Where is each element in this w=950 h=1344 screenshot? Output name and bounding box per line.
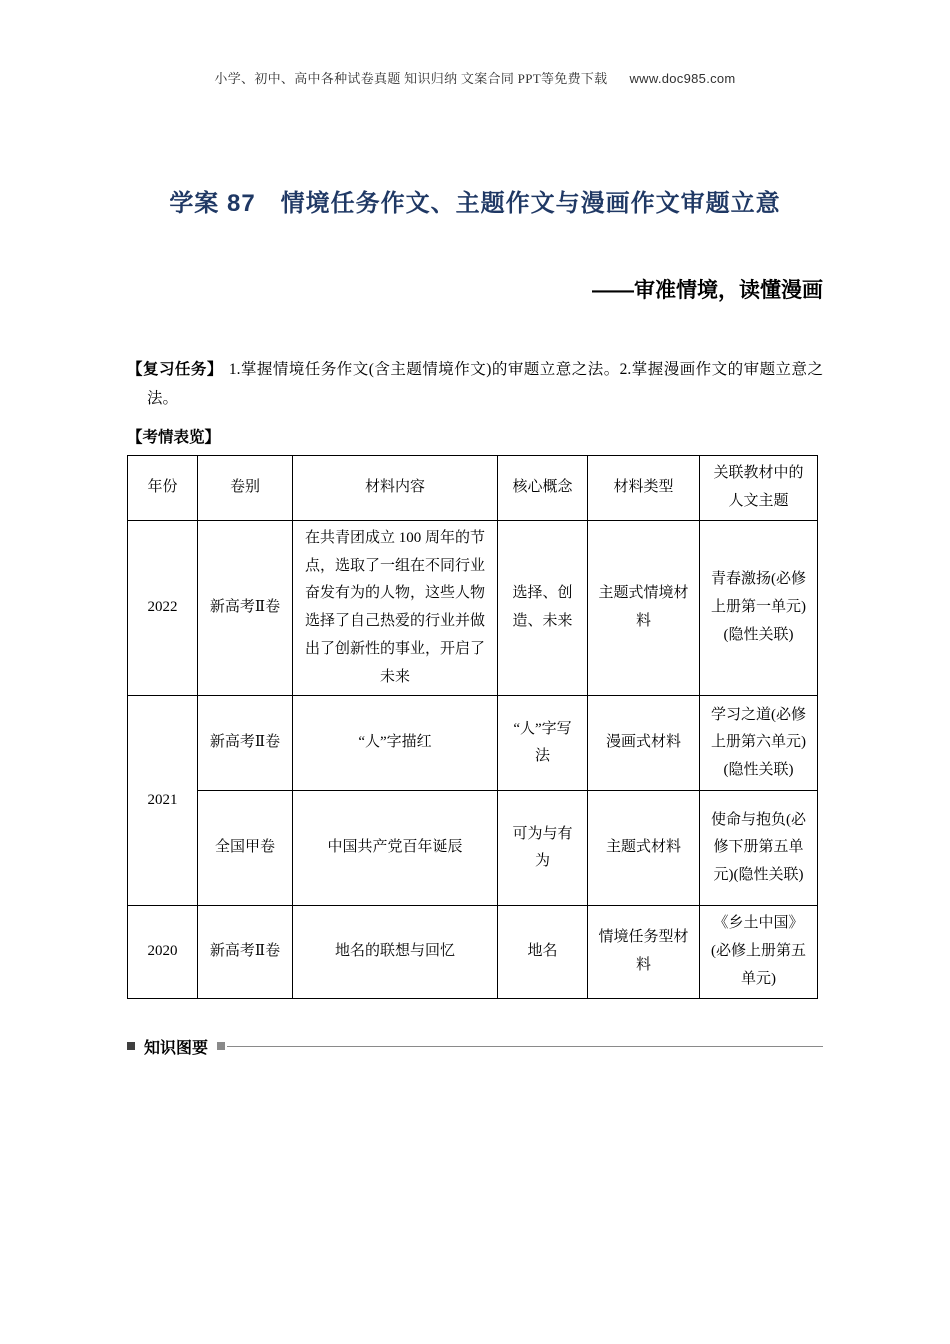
exam-table-label: 【考情表览】 <box>127 429 221 447</box>
cell-concept: 选择、创造、未来 <box>498 520 588 696</box>
cell-year: 2022 <box>128 520 198 696</box>
review-task-label: 【复习任务】 <box>127 361 223 378</box>
site-header <box>127 0 823 87</box>
table-row-2021-b <box>128 791 818 906</box>
cell-type: 情境任务型材料 <box>588 906 700 998</box>
cell-content: “人”字描红 <box>293 696 498 791</box>
cell-theme: 使命与抱负(必修下册第五单元)(隐性关联) <box>700 791 818 906</box>
square-bullet-icon <box>127 1042 135 1050</box>
review-task-paragraph <box>127 356 823 413</box>
cell-concept: 可为与有为 <box>498 791 588 906</box>
header-site-url[interactable]: www.doc985.com <box>629 71 736 86</box>
table-row-2021-a <box>128 696 818 791</box>
table-header-row <box>128 456 818 521</box>
page-subtitle: ——审准情境，读懂漫画 <box>592 279 823 302</box>
square-marker-icon <box>217 1042 225 1050</box>
cell-concept: “人”字写法 <box>498 696 588 791</box>
cell-theme: 《乡土中国》(必修上册第五单元) <box>700 906 818 998</box>
col-header-paper: 卷别 <box>198 456 293 521</box>
cell-content: 中国共产党百年诞辰 <box>293 791 498 906</box>
cell-paper: 新高考Ⅱ卷 <box>198 696 293 791</box>
cell-paper: 新高考Ⅱ卷 <box>198 520 293 696</box>
col-header-content: 材料内容 <box>293 456 498 521</box>
col-header-type: 材料类型 <box>588 456 700 521</box>
cell-content: 地名的联想与回忆 <box>293 906 498 998</box>
knowledge-map-label: 知识图要 <box>144 1039 209 1057</box>
cell-paper: 全国甲卷 <box>198 791 293 906</box>
cell-theme: 学习之道(必修上册第六单元)(隐性关联) <box>700 696 818 791</box>
knowledge-map-section-heading <box>127 1035 823 1058</box>
cell-type: 主题式材料 <box>588 791 700 906</box>
cell-paper: 新高考Ⅱ卷 <box>198 906 293 998</box>
cell-type: 漫画式材料 <box>588 696 700 791</box>
cell-content: 在共青团成立 100 周年的节点，选取了一组在不同行业奋发有为的人物，这些人物选择了自己热爱的行业并做出了创新性的事业，开启了未来 <box>293 520 498 696</box>
exam-overview-table <box>127 455 818 998</box>
col-header-theme: 关联教材中的人文主题 <box>700 456 818 521</box>
horizontal-rule <box>227 1046 823 1047</box>
cell-year: 2020 <box>128 906 198 998</box>
table-row-2022 <box>128 520 818 696</box>
cell-type: 主题式情境材料 <box>588 520 700 696</box>
header-promo-text: 小学、初中、高中各种试卷真题 知识归纳 文案合同 PPT等免费下载 <box>214 71 608 86</box>
table-row-2020 <box>128 906 818 998</box>
col-header-year: 年份 <box>128 456 198 521</box>
page-title: 学案 87 情境任务作文、主题作文与漫画作文审题立意 <box>169 190 781 217</box>
review-task-text: 1.掌握情境任务作文(含主题情境作文)的审题立意之法。2.掌握漫画作文的审题立意之法。 <box>147 361 823 407</box>
cell-year: 2021 <box>128 696 198 906</box>
cell-concept: 地名 <box>498 906 588 998</box>
col-header-concept: 核心概念 <box>498 456 588 521</box>
cell-theme: 青春激扬(必修上册第一单元)(隐性关联) <box>700 520 818 696</box>
